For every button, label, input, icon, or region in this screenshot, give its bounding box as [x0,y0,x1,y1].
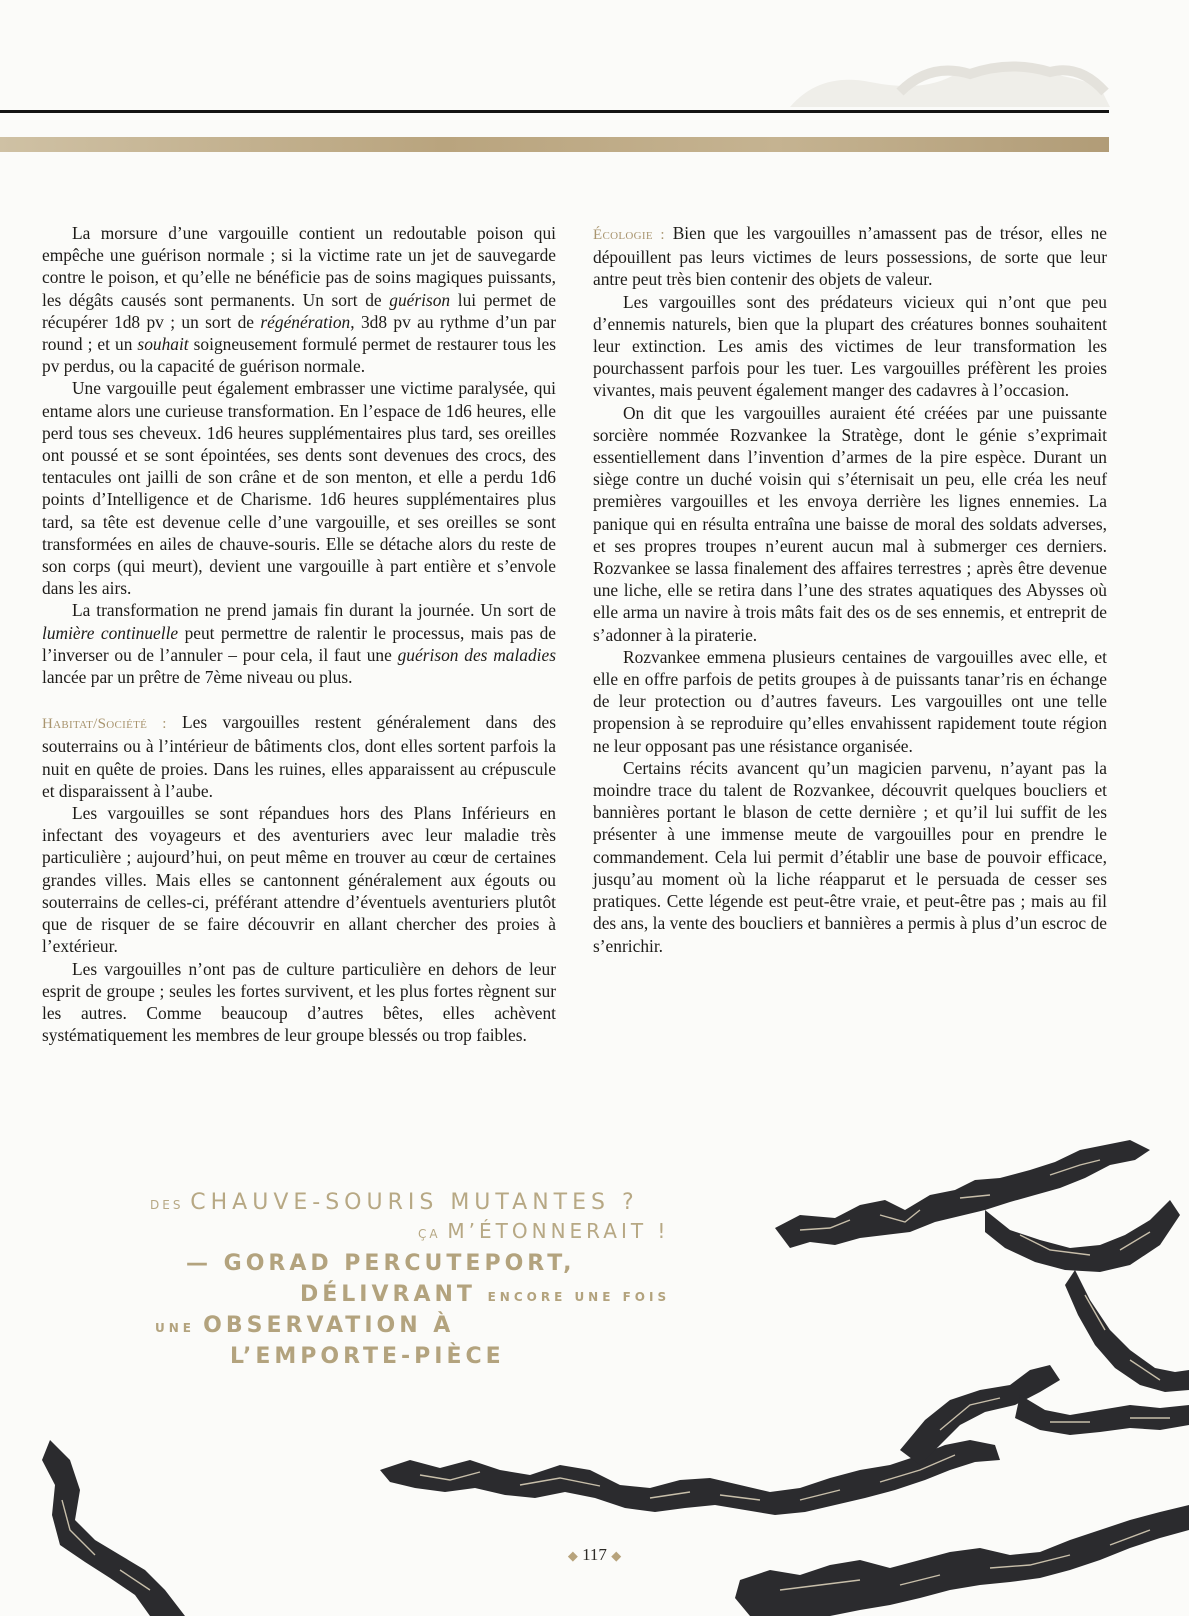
spell-name: lumière continuelle [42,622,179,643]
header-rule [0,110,1109,113]
text-run: Les vargouilles restent généralement dans des souterrains ou à l’intérieur de bâtiments clos, dont elles sortent parfois la nuit en quête de proies. Dans les ruines, elles apparaissent au crépuscule et disparaissent à l’aube. [42,712,556,801]
quote-text: DÉLIVRANT [300,1282,488,1307]
spell-name: guérison des maladies [397,644,556,665]
text-run: , 3d8 pv au rythme d’un par round ; et un [42,311,556,355]
text-run: La morsure d’une vargouille contient un redoutable poison qui empêche une guérison normale ; si la victime rate un jet de sauvegarde contre le poison, et qu’elle ne bénéficie pas de soins magiques puissants, les dégâts causés sont permanents. Un sort de [42,223,556,310]
quote-line-1 [150,1190,710,1215]
paragraph-legend: Certains récits avancent qu’un magicien parvenu, n’ayant pas la moindre trace du talent de Rozvankee, découvrit quelques boucliers et bannières portant le blason de cette dernière ; et qu’il lui suffit de les présenter à une immense meute de vargouilles pour en prendre le commandement. Cela lui permit d’établir une base de pouvoir efficace, jusqu’au moment où la liche réapparut et le persuada de cesser ses pratiques. Cette légende est peut-être vraie, et peut-être pas ; mais au fil des ans, la vente des boucliers et bannières a permis à plus d’un escroc de s’enrichir. [593,757,1107,956]
paragraph-transformation: Une vargouille peut également embrasser une victime paralysée, qui entame alors une curieuse transformation. En l’espace de 1d6 heures, elle perd tous ses cheveux. 1d6 heures supplémentaires plus tard, ses oreilles ont poussé et se sont épointées, ses dents sont devenues des crocs, des tentacules ont jailli de son crâne et de son menton, et elle a perdu 1d6 points d’Intelligence et de Charisme. 1d6 heures supplémentaires plus tard, sa tête est devenue celle d’une vargouille, et ses oreilles se sont transformées en ailes de chauve-souris. Elle se détache alors du reste de son corps (qui meurt), devient une vargouille à part entière et s’envole dans les airs. [42,378,556,599]
text-run: Bien que les vargouilles n’amassent pas de trésor, elles ne dépouillent pas leurs victimes de leurs possessions, de sorte que leur antre peut très bien contenir des objets de valeur. [593,223,1107,290]
quote-text: CHAUVE-SOURIS MUTANTES ? [190,1190,639,1215]
header-gold-band [0,137,1109,152]
spell-name: souhait [137,334,189,355]
paragraph-spread: Les vargouilles se sont répandues hors des Plans Inférieurs en infectant des voyageurs et des aventuriers avec leur maladie très particulière ; aujourd’hui, on peut même en trouver au cœur de certaines grandes villes. Mais elles se cantonnent généralement aux égouts ou souterrains de celles-ci, préférant attendre d’éventuels aventuriers plutôt que de risquer de se faire découvrir en allant chercher des proies à l’extérieur. [42,803,556,957]
section-heading-habitat: Habitat/Société : [42,716,167,733]
quote-line-2 [418,1219,710,1243]
paragraph-origin: On dit que les vargouilles auraient été créées par une puissante sorcière nommée Rozvankee la Stratège, dont le génie s’exprimait essentiellement dans l’invention d’armes de la pire espèce. Durant un siège contre un duché voisin qui s’éternisait un peu, elle créa les neuf premières vargouilles et les envoya derrière les lignes ennemies. La panique qui en résulta entraîna une baisse de moral des soldats adverses, et ses propres troupes n’eurent aucun mal à submerger ces derniers. Rozvankee se lassa finalement des affaires terrestres ; après être devenue une liche, elle se retira dans l’une des strates aquatiques des Abysses où elle arma un navire à trois mâts fait des os de ses ennemis, et entreprit de s’adonner à la piraterie. [593,402,1107,645]
quote-line-4 [300,1282,710,1307]
spell-name: régénération [260,311,351,332]
section-heading-ecologie: Écologie : [593,227,665,243]
diamond-icon: ◆ [611,1548,622,1563]
text-run: La transformation ne prend jamais fin durant la journée. Un sort de [72,600,556,621]
text-run: soigneusement formulé permet de restaurer tous les pv perdus, ou la capacité de guérison normale. [42,334,556,377]
page-number [0,1545,1189,1565]
quote-small-text: ENCORE UNE FOIS [487,1290,671,1304]
paragraph-cure [42,599,556,688]
quote-small-text: DES [150,1198,191,1212]
text-run: lui permet de récupérer 1d8 pv ; un sort de [42,289,556,332]
quote-text: OBSERVATION À [203,1313,455,1338]
paragraph-predators: Les vargouilles sont des prédateurs vicieux qui n’ont que peu d’ennemis naturels, bien que la plupart des créatures bonnes souhaitent leur extinction. Les amis des victimes de leur transformation les pourchassent parfois pour les tuer. Les vargouilles préfèrent les proies vivantes, mais peuvent également manger des cadavres à l’occasion. [593,291,1107,401]
page-number-text: 117 [582,1545,607,1564]
paragraph-habitat [42,711,556,802]
quote-small-text: UNE [155,1321,204,1335]
quote-line-5 [155,1313,710,1338]
spell-name: guérison [389,289,451,310]
text-run: lancée par un prêtre de 7ème niveau ou plus. [42,667,353,688]
paragraph-bite [42,222,556,377]
left-column [42,222,556,1046]
quote-line-6: L’EMPORTE-PIÈCE [230,1344,505,1369]
quote-text: M’ÉTONNERAIT ! [447,1219,670,1243]
right-column [593,222,1107,957]
paragraph-ecologie [593,222,1107,291]
quote-small-text: ÇA [418,1227,448,1241]
quote-callout [150,1190,710,1369]
paragraph-rozvankee: Rozvankee emmena plusieurs centaines de vargouilles avec elle, et elle en offre parfois de petits groupes à de puissants tanar’ris en échange de leur protection ou d’autres faveurs. Les vargouilles ont une telle propension à se reproduire qu’elles envahissent rapidement toute région ne leur opposant pas une résistance organisée. [593,646,1107,756]
text-run: peut permettre de ralentir le processus, mais pas de l’inverser ou de l’annuler – pour cela, il faut une [42,622,556,665]
quote-attribution: — GORAD PERCUTEPORT, [186,1251,576,1276]
header-ornament [780,52,1110,107]
paragraph-culture: Les vargouilles n’ont pas de culture particulière en dehors de leur esprit de groupe ; seules les fortes survivent, et les plus fortes règnent sur les autres. Comme beaucoup d’autres bêtes, elles achèvent systématiquement les membres de leur groupe blessés ou trop faibles. [42,958,556,1046]
diamond-icon: ◆ [567,1548,578,1563]
